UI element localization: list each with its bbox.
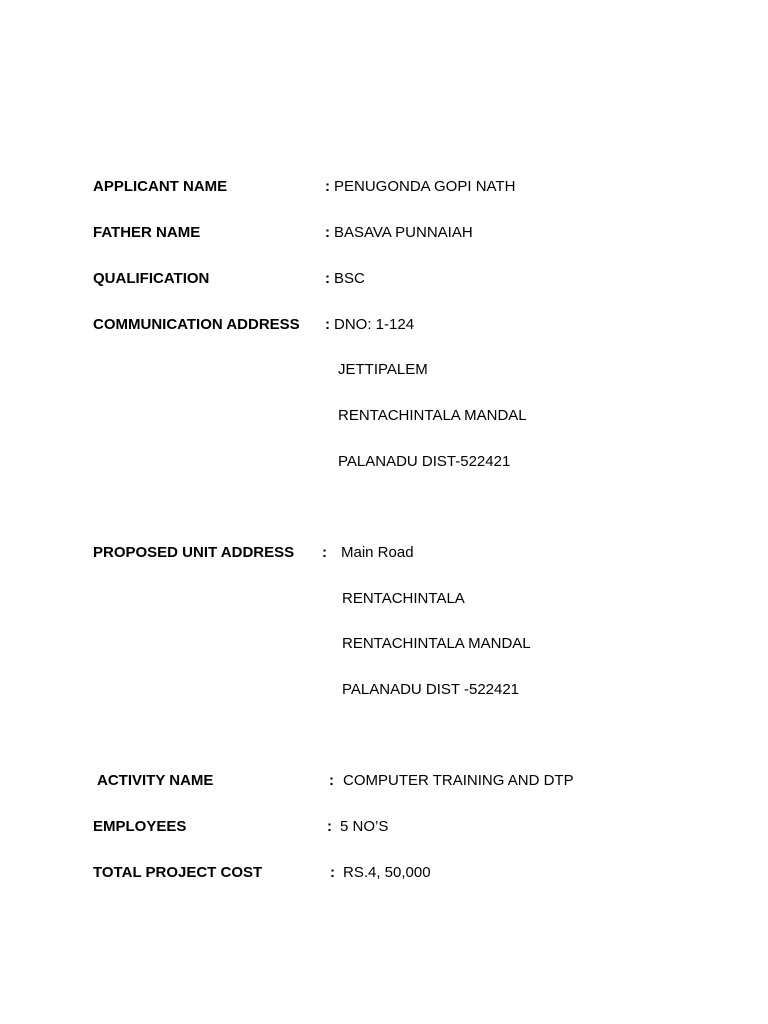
communication-address-line-4: PALANADU DIST-522421 (338, 453, 511, 470)
communication-address-line-1: DNO: 1-124 (334, 316, 415, 333)
activity-name-colon: : (329, 772, 334, 789)
communication-address-colon: : (325, 316, 330, 333)
father-name-label: FATHER NAME (93, 224, 201, 241)
total-project-cost-label: TOTAL PROJECT COST (93, 864, 263, 881)
applicant-name-colon: : (325, 178, 330, 195)
applicant-name-label: APPLICANT NAME (93, 178, 228, 195)
employees-label: EMPLOYEES (93, 818, 187, 835)
activity-name-label: ACTIVITY NAME (97, 772, 214, 789)
total-project-cost-colon: : (330, 864, 335, 881)
communication-address-line-2: JETTIPALEM (338, 361, 428, 378)
father-name-colon: : (325, 224, 330, 241)
employees-colon: : (327, 818, 332, 835)
qualification-colon: : (325, 270, 330, 287)
proposed-unit-address-line-2: RENTACHINTALA (342, 590, 465, 607)
proposed-unit-address-label: PROPOSED UNIT ADDRESS (93, 544, 295, 561)
applicant-name-value: PENUGONDA GOPI NATH (334, 178, 516, 195)
proposed-unit-address-colon: : (322, 544, 327, 561)
communication-address-label: COMMUNICATION ADDRESS (93, 316, 300, 333)
father-name-value: BASAVA PUNNAIAH (334, 224, 473, 241)
employees-value: 5 NO’S (340, 818, 389, 835)
proposed-unit-address-line-1: Main Road (341, 544, 414, 561)
total-project-cost-value: RS.4, 50,000 (343, 864, 431, 881)
activity-name-value: COMPUTER TRAINING AND DTP (343, 772, 574, 789)
proposed-unit-address-line-3: RENTACHINTALA MANDAL (342, 635, 531, 652)
communication-address-line-3: RENTACHINTALA MANDAL (338, 407, 527, 424)
qualification-label: QUALIFICATION (93, 270, 210, 287)
qualification-value: BSC (334, 270, 365, 287)
proposed-unit-address-line-4: PALANADU DIST -522421 (342, 681, 520, 698)
